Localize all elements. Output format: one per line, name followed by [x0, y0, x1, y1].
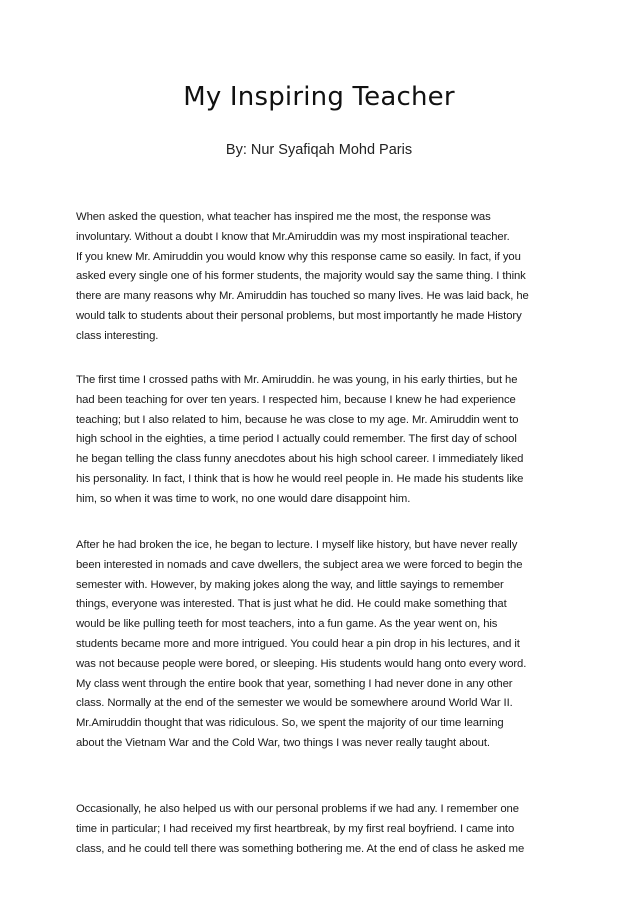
paragraph-line: teaching; but I also related to him, because he was close to my age. Mr. Amiruddin went to	[76, 413, 519, 426]
paragraph-line: If you knew Mr. Amiruddin you would know why this response came so easily. In fact, if you	[76, 250, 521, 263]
paragraph-line: My class went through the entire book that year, something I had never done in any other	[76, 677, 513, 690]
paragraph-line: Occasionally, he also helped us with our personal problems if we had any. I remember one	[76, 803, 519, 815]
paragraph-line: things, everyone was interested. That is just what he did. He could make something that	[76, 598, 507, 611]
paragraph-line: would be like pulling teeth for most teachers, into a fun game. As the year went on, his	[76, 618, 498, 631]
paragraph-line: his personality. In fact, I think that is how he would reel people in. He made his students like	[76, 473, 524, 485]
paragraph-line: The first time I crossed paths with Mr. Amiruddin. he was young, in his early thirties, but he	[76, 374, 518, 386]
paragraph-line: class, and he could tell there was something bothering me. At the end of class he asked me	[76, 842, 525, 855]
paragraph-line: would talk to students about their personal problems, but most importantly he made History	[76, 310, 522, 322]
paragraph-line: semester with. However, by making jokes along the way, and little sayings to remember	[76, 578, 504, 591]
paragraph-line: class. Normally at the end of the semester we would be somewhere around World War II.	[76, 697, 513, 710]
paragraph-line: class interesting.	[76, 329, 159, 342]
paragraph-line: been interested in nomads and cave dwellers, the subject area we were forced to begin the	[76, 558, 523, 571]
paragraph-line: asked every single one of his former students, the majority would say the same thing. I think	[76, 270, 526, 283]
paragraph-line: After he had broken the ice, he began to lecture. I myself like history, but have never really	[76, 539, 518, 551]
paragraph-line: Mr.Amiruddin thought that was ridiculous. So, we spent the majority of our time learning	[76, 717, 504, 730]
paragraph-line: was not because people were bored, or sleeping. His students would hang onto every word.	[76, 657, 527, 670]
paragraph-line: him, so when it was time to work, no one would dare disappoint him.	[76, 492, 411, 505]
paragraph-line: he began telling the class funny anecdotes about his high school career. I immediately liked	[76, 453, 524, 466]
paragraph-line: high school in the eighties, a time period I actually could remember. The first day of school	[76, 433, 517, 446]
document-byline: By: Nur Syafiqah Mohd Paris	[225, 142, 413, 158]
paragraph-line: about the Vietnam War and the Cold War, two things I was never really taught about.	[76, 737, 490, 749]
paragraph-line: When asked the question, what teacher has inspired me the most, the response was	[76, 211, 491, 223]
paragraph-line: time in particular; I had received my first heartbreak, by my first real boyfriend. I came into	[76, 822, 515, 835]
paragraph-line: had been teaching for over ten years. I respected him, because I knew he had experience	[76, 393, 516, 406]
paragraph-line: students became more and more intrigued. You could hear a pin drop in his lectures, and it	[76, 638, 520, 650]
paragraph-line: involuntary. Without a doubt I know that Mr.Amiruddin was my most inspirational teacher.	[76, 230, 510, 243]
document-title: My Inspiring Teacher	[183, 82, 455, 112]
paragraph-line: there are many reasons why Mr. Amiruddin has touched so many lives. He was laid back, he	[76, 290, 529, 303]
